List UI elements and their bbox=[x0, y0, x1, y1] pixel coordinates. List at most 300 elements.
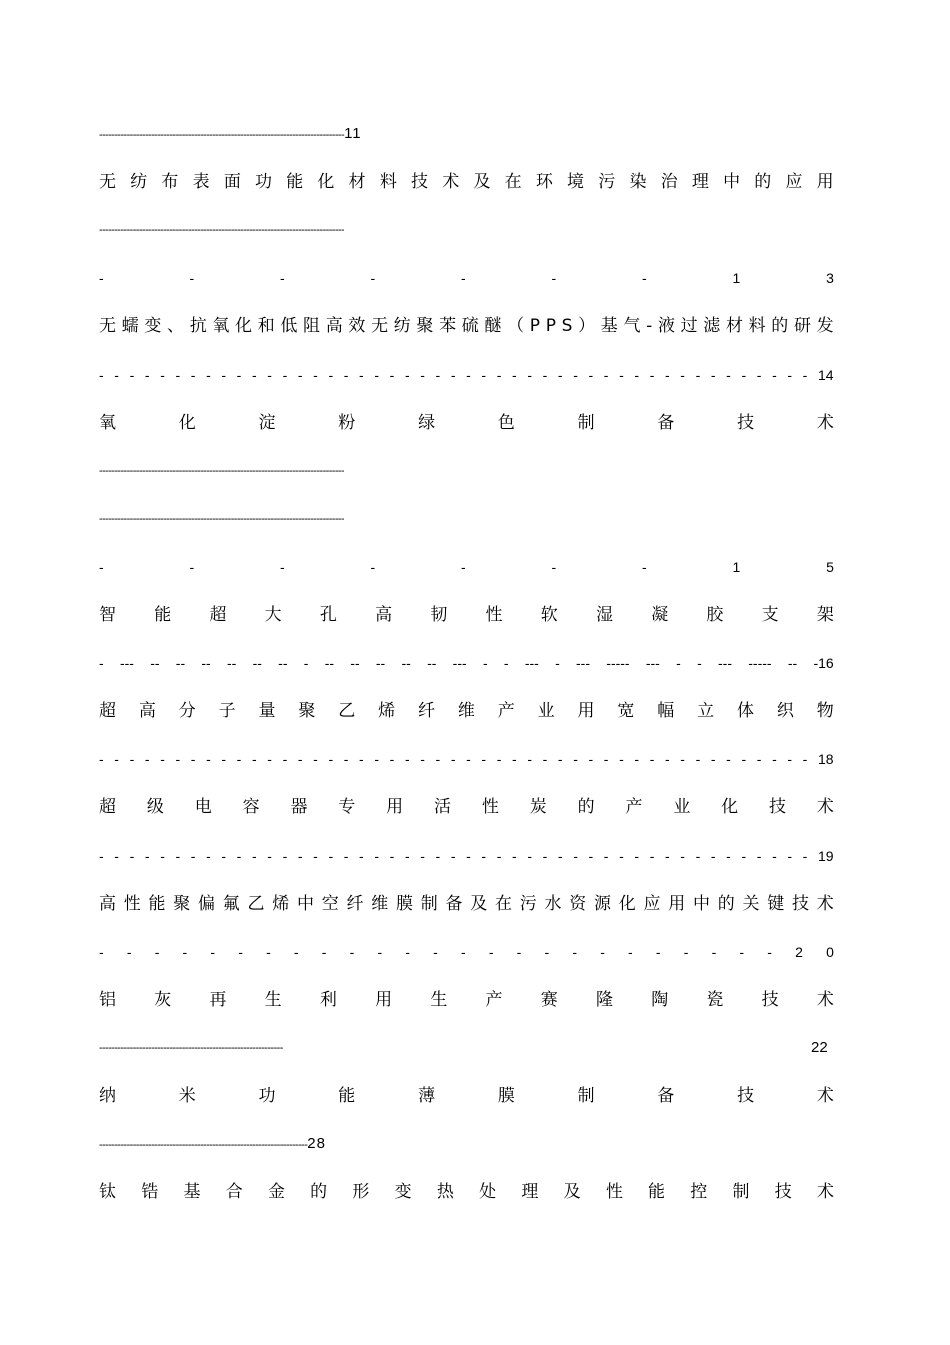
title-char: 苯 bbox=[439, 316, 457, 336]
leader-dash: -- bbox=[252, 655, 262, 671]
toc-leader-line bbox=[99, 552, 834, 582]
title-char: 粉 bbox=[338, 413, 356, 433]
title-char: 能 bbox=[338, 1086, 356, 1106]
title-char: 术 bbox=[816, 1182, 834, 1202]
title-char: 薄 bbox=[418, 1086, 436, 1106]
leader-dash: - bbox=[99, 270, 104, 286]
leader-dash: - bbox=[527, 848, 532, 864]
title-char: 化 bbox=[178, 413, 196, 433]
leader-dash: - bbox=[389, 751, 395, 767]
leader-dash: - bbox=[404, 751, 410, 767]
leader-dash: - bbox=[695, 751, 701, 767]
leader-dash: - bbox=[99, 655, 104, 671]
title-char: 气 bbox=[623, 316, 641, 336]
leader-dash: - bbox=[282, 751, 288, 767]
title-char: 能 bbox=[286, 172, 304, 192]
title-char: 能 bbox=[148, 894, 166, 914]
title-char: 化 bbox=[317, 172, 335, 192]
leader-dash: - bbox=[297, 751, 303, 767]
toc-leader-line bbox=[99, 1132, 326, 1156]
title-char: 钛 bbox=[99, 1182, 116, 1202]
title-char: 功 bbox=[255, 172, 273, 192]
title-char: 软 bbox=[540, 605, 558, 625]
page-number: 14 bbox=[817, 367, 834, 383]
leader-dash: - bbox=[680, 848, 685, 864]
leader-dash: - bbox=[767, 944, 772, 960]
title-char: 术 bbox=[816, 413, 834, 433]
leader-dash: - bbox=[551, 559, 557, 575]
leader-dash: - bbox=[99, 848, 104, 864]
leader-dash: - bbox=[588, 848, 594, 864]
leader-dashes: -------------------------------------------------------------------------------- bbox=[99, 513, 345, 525]
title-char: 技 bbox=[761, 990, 779, 1010]
title-char: 性 bbox=[605, 1182, 623, 1202]
title-char: 业 bbox=[673, 797, 691, 817]
leader-dash: - bbox=[512, 848, 517, 864]
title-char: 幅 bbox=[657, 701, 675, 721]
leader-dash: - bbox=[160, 367, 165, 383]
leader-dash: - bbox=[802, 848, 808, 864]
title-char: 宽 bbox=[617, 701, 635, 721]
leader-dash: - bbox=[461, 270, 466, 286]
toc-entry-title bbox=[99, 792, 834, 822]
title-char: （ bbox=[507, 316, 525, 336]
toc-entry-title bbox=[99, 1177, 834, 1207]
toc-leader-line bbox=[99, 1036, 283, 1060]
title-char: 染 bbox=[629, 172, 647, 192]
leader-dash: - bbox=[756, 367, 762, 383]
title-char: 高 bbox=[99, 894, 116, 914]
title-char: 膜 bbox=[396, 894, 413, 914]
leader-dash: - bbox=[680, 367, 685, 383]
title-char: 在 bbox=[504, 172, 522, 192]
title-char: 用 bbox=[816, 172, 834, 192]
leader-dash: - bbox=[190, 751, 196, 767]
leader-dash: - bbox=[343, 848, 349, 864]
title-char: 支 bbox=[761, 605, 779, 625]
toc-leader-line bbox=[99, 507, 344, 531]
leader-dash: - bbox=[175, 751, 181, 767]
leader-dash: - bbox=[527, 367, 532, 383]
title-char: 炭 bbox=[529, 797, 547, 817]
title-char: 智 bbox=[99, 605, 116, 625]
leader-dash: - bbox=[450, 848, 456, 864]
leader-dash: - bbox=[787, 367, 793, 383]
title-char: 理 bbox=[691, 172, 709, 192]
leader-dash: - bbox=[655, 944, 661, 960]
leader-dash: - bbox=[405, 944, 410, 960]
title-char: 术 bbox=[816, 797, 834, 817]
title-char: 能 bbox=[154, 605, 172, 625]
leader-dash: - bbox=[114, 848, 119, 864]
leader-dash: - bbox=[555, 655, 560, 671]
title-char: 化 bbox=[618, 894, 636, 914]
title-char: 纳 bbox=[99, 1086, 116, 1106]
title-char: 污 bbox=[598, 172, 616, 192]
leader-dash: - bbox=[182, 944, 188, 960]
leader-dash: - bbox=[435, 751, 441, 767]
leader-dash: - bbox=[772, 848, 777, 864]
leader-dash: - bbox=[710, 367, 716, 383]
leader-dash: - bbox=[710, 848, 716, 864]
page-number: 11 bbox=[344, 125, 362, 142]
title-char: 中 bbox=[297, 894, 314, 914]
leader-dash: - bbox=[664, 367, 670, 383]
leader-dash: -- bbox=[350, 655, 360, 671]
leader-dash: - bbox=[99, 944, 104, 960]
title-char: 无 bbox=[99, 316, 116, 336]
leader-dash: - bbox=[189, 559, 195, 575]
title-char: 备 bbox=[445, 894, 463, 914]
leader-dash: - bbox=[527, 751, 532, 767]
title-char: 高 bbox=[325, 316, 343, 336]
title-char: 色 bbox=[497, 413, 515, 433]
title-char: 制 bbox=[577, 413, 595, 433]
title-char: 合 bbox=[225, 1182, 243, 1202]
toc-leader-line bbox=[99, 744, 834, 774]
title-char: 技 bbox=[411, 172, 429, 192]
title-char: 业 bbox=[537, 701, 555, 721]
title-char: 大 bbox=[264, 605, 282, 625]
toc-entry-title bbox=[99, 1081, 834, 1111]
title-char: 量 bbox=[258, 701, 276, 721]
leader-dash: - bbox=[697, 655, 702, 671]
leader-dash: - bbox=[649, 751, 655, 767]
toc-leader-line bbox=[99, 459, 344, 483]
title-char: 架 bbox=[816, 605, 834, 625]
leader-dash: - bbox=[297, 848, 303, 864]
toc-leader-line bbox=[99, 360, 834, 390]
title-char: 乙 bbox=[247, 894, 265, 914]
leader-dashes: -------------------------------------------------------------------------------- bbox=[99, 129, 345, 141]
leader-dash: - bbox=[466, 751, 471, 767]
title-char: 韧 bbox=[430, 605, 448, 625]
title-char: 硫 bbox=[461, 316, 479, 336]
leader-dash: - bbox=[313, 848, 318, 864]
title-char: ） bbox=[578, 316, 596, 336]
title-char: 赛 bbox=[540, 990, 558, 1010]
title-char: 效 bbox=[348, 316, 366, 336]
leader-dash: - bbox=[466, 848, 471, 864]
title-char: 抗 bbox=[189, 316, 207, 336]
title-char: 技 bbox=[774, 1182, 792, 1202]
leader-dash: - bbox=[190, 367, 196, 383]
title-char: 蠕 bbox=[121, 316, 139, 336]
leader-dash: - bbox=[628, 944, 633, 960]
title-char: 氧 bbox=[99, 413, 116, 433]
leader-dash: - bbox=[572, 944, 578, 960]
leader-dash: - bbox=[802, 367, 808, 383]
title-char: 水 bbox=[544, 894, 562, 914]
leader-dash: - bbox=[642, 270, 647, 286]
title-char: 织 bbox=[776, 701, 794, 721]
leader-dash: - bbox=[739, 944, 745, 960]
title-char: 湿 bbox=[595, 605, 613, 625]
title-char: 化 bbox=[721, 797, 739, 817]
title-char: 纺 bbox=[130, 172, 148, 192]
title-char: 纤 bbox=[346, 894, 364, 914]
title-char: 材 bbox=[725, 316, 743, 336]
leader-dash: --- bbox=[576, 655, 591, 671]
toc-leader-line bbox=[99, 841, 834, 871]
title-char: 陶 bbox=[651, 990, 669, 1010]
title-char: 源 bbox=[594, 894, 611, 914]
title-char: 料 bbox=[748, 316, 766, 336]
page-number-digit: 1 bbox=[732, 270, 741, 286]
leader-dash: - bbox=[236, 751, 242, 767]
toc-leader-line bbox=[99, 122, 362, 146]
leader-dash: - bbox=[603, 751, 609, 767]
leader-dash: - bbox=[573, 848, 578, 864]
leader-dash: -- bbox=[375, 655, 386, 671]
leader-dash: - bbox=[435, 367, 441, 383]
page-number-digit: 2 bbox=[795, 944, 803, 960]
leader-dash: -- bbox=[401, 655, 411, 671]
leader-dash: - bbox=[496, 751, 502, 767]
page-number: 19 bbox=[817, 848, 834, 864]
title-char: 发 bbox=[816, 316, 834, 336]
leader-dash: - bbox=[588, 367, 594, 383]
title-char: 在 bbox=[495, 894, 512, 914]
leader-dash: - bbox=[267, 751, 272, 767]
title-char: 技 bbox=[769, 797, 787, 817]
leader-dash: ----- bbox=[748, 655, 772, 671]
leader-dash: -- bbox=[226, 655, 237, 671]
leader-dash: -- bbox=[201, 655, 211, 671]
title-char: 维 bbox=[371, 894, 389, 914]
leader-dash: - bbox=[389, 848, 395, 864]
leader-dash: - bbox=[293, 944, 299, 960]
leader-dash: - bbox=[542, 367, 548, 383]
leader-dash: - bbox=[516, 944, 522, 960]
leader-dash: - bbox=[711, 944, 717, 960]
leader-dash: - bbox=[433, 944, 438, 960]
leader-dash: - bbox=[210, 944, 216, 960]
title-char: 表 bbox=[192, 172, 210, 192]
page-number-digit: 1 bbox=[732, 559, 741, 575]
title-char: 聚 bbox=[416, 316, 434, 336]
leader-dash: - bbox=[420, 848, 425, 864]
leader-dash: - bbox=[99, 367, 104, 383]
toc-entry-title bbox=[99, 889, 834, 919]
leader-dash: - bbox=[496, 848, 502, 864]
leader-dash: - bbox=[175, 367, 181, 383]
title-char: 、 bbox=[167, 316, 185, 336]
leader-dash: - bbox=[282, 848, 288, 864]
leader-dash: - bbox=[600, 944, 605, 960]
leader-dash: - bbox=[481, 751, 487, 767]
toc-entry-title bbox=[99, 600, 834, 630]
title-char: 能 bbox=[648, 1182, 666, 1202]
leader-dash: - bbox=[404, 848, 410, 864]
title-char: 物 bbox=[816, 701, 834, 721]
leader-dash: - bbox=[266, 944, 271, 960]
title-char: 氧 bbox=[212, 316, 230, 336]
leader-dash: - bbox=[772, 751, 777, 767]
title-char: 纺 bbox=[393, 316, 411, 336]
title-char: 面 bbox=[223, 172, 241, 192]
leader-dash: - bbox=[236, 848, 242, 864]
leader-dash: - bbox=[481, 848, 487, 864]
title-char: 技 bbox=[737, 413, 755, 433]
toc-entry-title bbox=[99, 696, 834, 726]
title-char: 研 bbox=[793, 316, 811, 336]
title-char: 用 bbox=[375, 990, 393, 1010]
leader-dash: - bbox=[619, 367, 624, 383]
title-char: 化 bbox=[235, 316, 253, 336]
title-char: S bbox=[561, 316, 573, 336]
title-char: 用 bbox=[386, 797, 404, 817]
leader-dash: - bbox=[634, 751, 640, 767]
leader-dash: - bbox=[251, 751, 257, 767]
title-char: 金 bbox=[267, 1182, 285, 1202]
toc-leader-line bbox=[99, 263, 834, 293]
leader-dash: ----- bbox=[606, 655, 630, 671]
title-char: 及 bbox=[470, 894, 488, 914]
title-char: 基 bbox=[600, 316, 618, 336]
title-char: 应 bbox=[643, 894, 661, 914]
title-char: 的 bbox=[310, 1182, 328, 1202]
leader-dash: - bbox=[450, 751, 456, 767]
leader-dash: - bbox=[238, 944, 243, 960]
leader-dash: - bbox=[99, 559, 104, 575]
title-char: 布 bbox=[161, 172, 179, 192]
leader-dash: - bbox=[503, 655, 509, 671]
leader-dash: - bbox=[741, 848, 747, 864]
title-char: 热 bbox=[436, 1182, 454, 1202]
title-char: 淀 bbox=[258, 413, 276, 433]
title-char: 胶 bbox=[706, 605, 724, 625]
leader-dash: -- bbox=[787, 655, 798, 671]
leader-dashes: ------------------------------------------------------------ bbox=[99, 1042, 283, 1054]
leader-dash: - bbox=[664, 848, 670, 864]
leader-dash: - bbox=[221, 367, 227, 383]
leader-dash: - bbox=[710, 751, 716, 767]
toc-entry-title bbox=[99, 408, 834, 438]
title-char: 备 bbox=[657, 413, 675, 433]
title-char: 术 bbox=[816, 894, 834, 914]
title-char: 治 bbox=[660, 172, 678, 192]
title-char: 产 bbox=[497, 701, 515, 721]
title-char: 灰 bbox=[154, 990, 172, 1010]
title-char: 技 bbox=[792, 894, 809, 914]
title-char: 中 bbox=[693, 894, 710, 914]
title-char: 隆 bbox=[595, 990, 613, 1010]
leader-dash: - bbox=[741, 751, 747, 767]
title-char: 键 bbox=[767, 894, 785, 914]
title-char: 醚 bbox=[484, 316, 502, 336]
title-char: 体 bbox=[737, 701, 754, 721]
title-char: 的 bbox=[771, 316, 789, 336]
leader-dash: --- bbox=[452, 655, 467, 671]
title-char: 高 bbox=[375, 605, 393, 625]
leader-dash: - bbox=[544, 944, 550, 960]
title-char: 环 bbox=[535, 172, 553, 192]
leader-dash: - bbox=[726, 848, 731, 864]
page-number-digit: 3 bbox=[826, 270, 834, 286]
title-char: 性 bbox=[481, 797, 499, 817]
leader-dash: - bbox=[496, 367, 502, 383]
title-char: 基 bbox=[183, 1182, 201, 1202]
leader-dashes: -------------------------------------------------------------------------------- bbox=[99, 465, 345, 477]
title-char: 无 bbox=[371, 316, 389, 336]
title-char: 及 bbox=[473, 172, 491, 192]
leader-dash: - bbox=[695, 848, 701, 864]
leader-dash: - bbox=[461, 559, 466, 575]
leader-dash: -- bbox=[150, 655, 160, 671]
leader-dash: - bbox=[221, 751, 227, 767]
leader-dash: - bbox=[114, 367, 119, 383]
leader-dash: - bbox=[377, 944, 383, 960]
leader-dash: - bbox=[374, 751, 380, 767]
title-char: 生 bbox=[430, 990, 448, 1010]
leader-dash: - bbox=[154, 944, 160, 960]
leader-dash: --- bbox=[524, 655, 539, 671]
title-char: P bbox=[545, 316, 556, 336]
leader-dash: - bbox=[649, 367, 655, 383]
title-char: 容 bbox=[242, 797, 260, 817]
leader-dash: - bbox=[359, 848, 364, 864]
toc-leader-line bbox=[99, 648, 834, 678]
leader-dash: - bbox=[297, 367, 303, 383]
title-char: 超 bbox=[99, 701, 116, 721]
leader-dash: - bbox=[236, 367, 242, 383]
leader-dash: - bbox=[481, 367, 487, 383]
title-char: 性 bbox=[123, 894, 141, 914]
toc-entry-title bbox=[99, 311, 834, 341]
title-char: 产 bbox=[485, 990, 503, 1010]
leader-dash: - bbox=[267, 367, 272, 383]
page-number: 28 bbox=[307, 1135, 326, 1152]
leader-dash: - bbox=[634, 848, 640, 864]
leader-dash: - bbox=[313, 367, 318, 383]
title-char: 变 bbox=[394, 1182, 412, 1202]
title-char: 立 bbox=[697, 701, 715, 721]
title-char: 利 bbox=[319, 990, 337, 1010]
leader-dash: - bbox=[370, 270, 376, 286]
leader-dash: - bbox=[588, 751, 594, 767]
title-char: 聚 bbox=[173, 894, 191, 914]
title-char: 控 bbox=[690, 1182, 708, 1202]
leader-dash: - bbox=[160, 751, 165, 767]
leader-dash: - bbox=[551, 270, 557, 286]
title-char: 偏 bbox=[198, 894, 215, 914]
leader-dash: - bbox=[343, 751, 349, 767]
title-char: 术 bbox=[816, 1086, 834, 1106]
leader-dash: - bbox=[676, 655, 681, 671]
leader-dash: - bbox=[603, 848, 609, 864]
leader-dash: - bbox=[389, 367, 395, 383]
leader-dash: - bbox=[328, 367, 334, 383]
leader-dash: - bbox=[251, 367, 257, 383]
title-char: 理 bbox=[521, 1182, 539, 1202]
leader-dash: --- bbox=[119, 655, 134, 671]
leader-dash: - bbox=[359, 367, 364, 383]
title-char: 米 bbox=[178, 1086, 196, 1106]
title-char: 术 bbox=[816, 990, 834, 1010]
title-char: 和 bbox=[257, 316, 275, 336]
toc-entry-title bbox=[99, 985, 834, 1015]
title-char: 低 bbox=[280, 316, 298, 336]
leader-dash: - bbox=[144, 751, 150, 767]
leader-dash: - bbox=[280, 270, 285, 286]
toc-entry-title bbox=[99, 167, 834, 197]
leader-dash: -- bbox=[175, 655, 186, 671]
title-char: 及 bbox=[563, 1182, 581, 1202]
title-char: 关 bbox=[742, 894, 760, 914]
leader-dash: - bbox=[512, 367, 517, 383]
title-char: 资 bbox=[569, 894, 587, 914]
